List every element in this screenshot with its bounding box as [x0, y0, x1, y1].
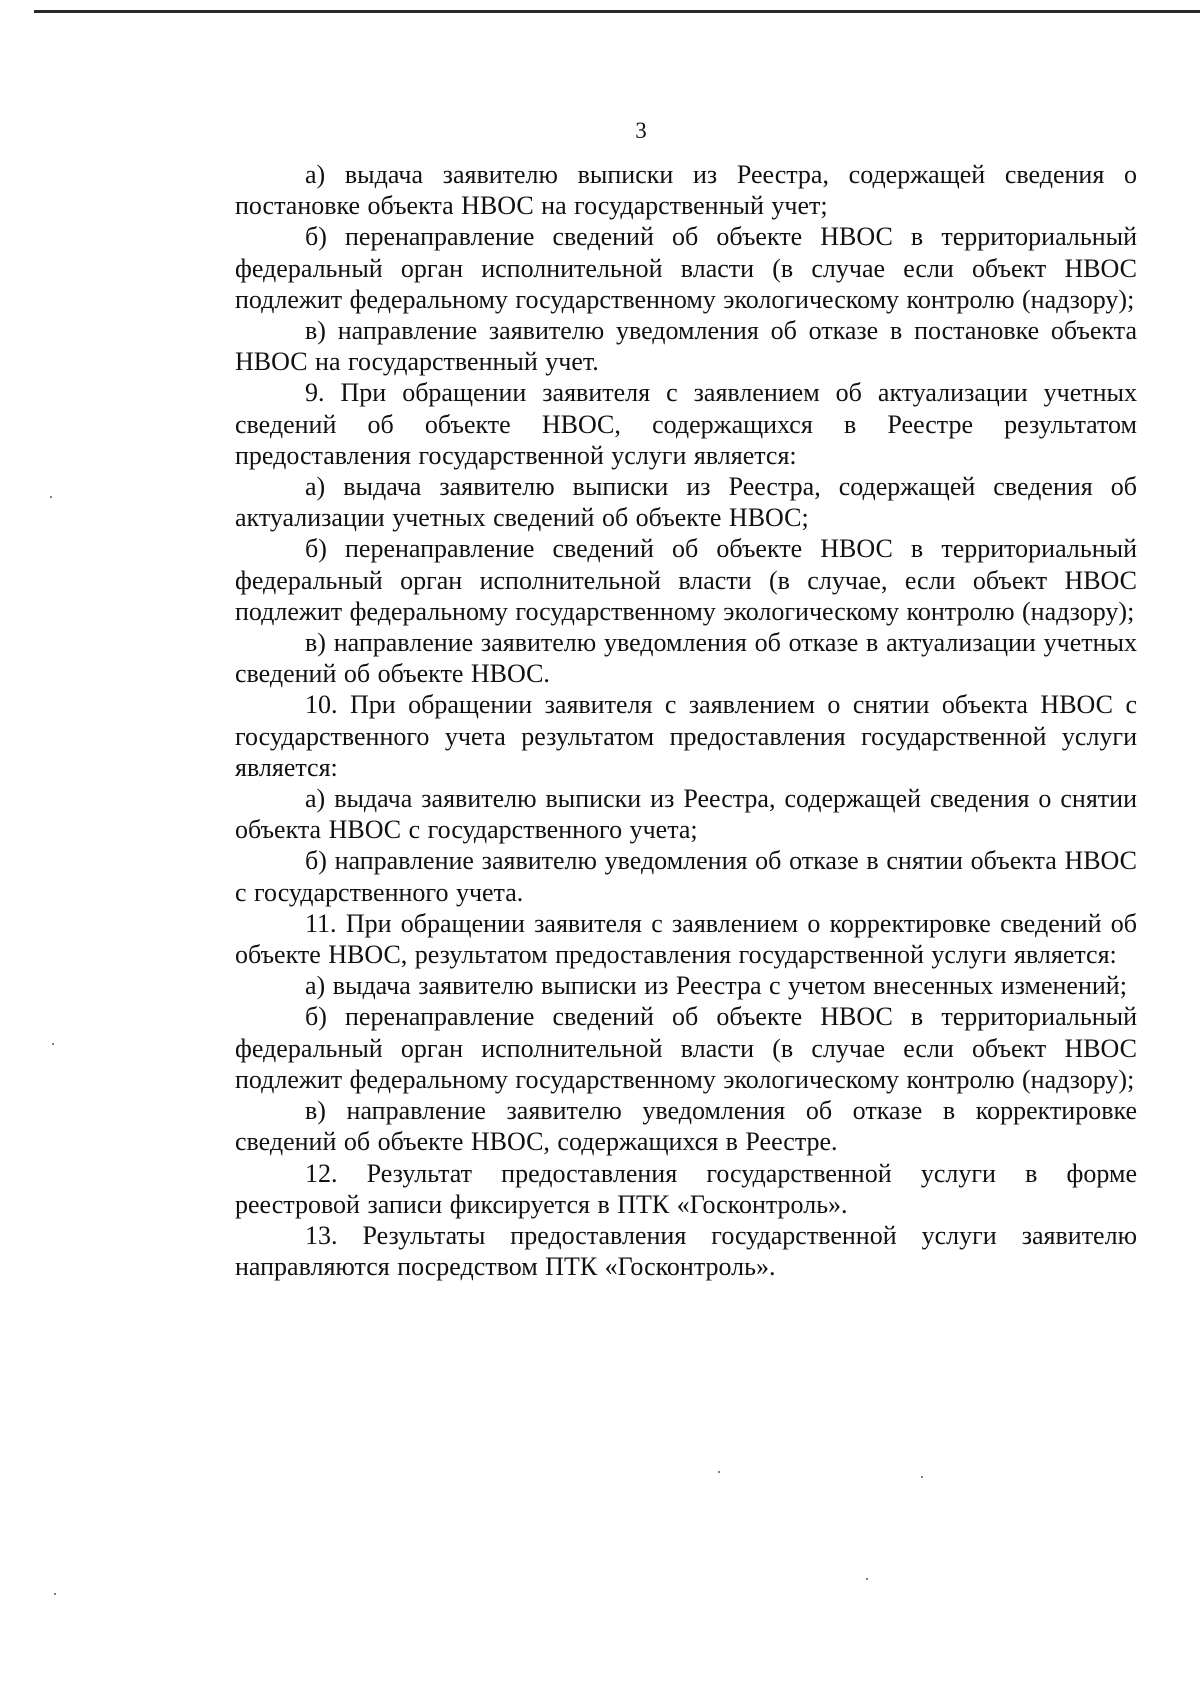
paragraph: а) выдача заявителю выписки из Реестра, содержащей сведения об актуализации учетных сведений об объекте НВОС;	[235, 472, 1137, 533]
paragraph: в) направление заявителю уведомления об отказе в актуализации учетных сведений об объекте НВОС.	[235, 628, 1137, 689]
paragraph: 9. При обращении заявителя с заявлением об актуализации учетных сведений об объекте НВОС, содержащихся в Реестре результатом предоставления государственной услуги является:	[235, 378, 1137, 470]
paragraph: а) выдача заявителю выписки из Реестра, содержащей сведения о постановке объекта НВОС на государственный учет;	[235, 160, 1137, 221]
paragraph: б) перенаправление сведений об объекте НВОС в территориальный федеральный орган исполнительной власти (в случае, если объект НВОС подлежит федеральному государственному экологическому контролю (надзору);	[235, 534, 1137, 626]
paragraph: б) направление заявителю уведомления об отказе в снятии объекта НВОС с государственного учета.	[235, 846, 1137, 907]
paragraph: а) выдача заявителю выписки из Реестра с учетом внесенных изменений;	[305, 971, 1127, 1001]
paragraph: б) перенаправление сведений об объекте НВОС в территориальный федеральный орган исполнительной власти (в случае если объект НВОС подлежит федеральному государственному экологическому контролю (надзору);	[235, 1002, 1137, 1094]
scan-speck	[866, 1578, 868, 1580]
scan-speck	[50, 496, 52, 498]
scan-speck	[718, 1471, 720, 1473]
scan-speck	[921, 1476, 923, 1478]
paragraph: а) выдача заявителю выписки из Реестра, содержащей сведения о снятии объекта НВОС с государственного учета;	[235, 784, 1137, 845]
page-number: 3	[635, 118, 647, 143]
scan-speck	[54, 1593, 56, 1595]
paragraph: в) направление заявителю уведомления об отказе в постановке объекта НВОС на государственный учет.	[235, 316, 1137, 377]
paragraph: в) направление заявителю уведомления об отказе в корректировке сведений об объекте НВОС, содержащихся в Реестре.	[235, 1096, 1137, 1157]
scan-speck	[52, 1043, 54, 1045]
paragraph: 10. При обращении заявителя с заявлением о снятии объекта НВОС с государственного учета результатом предоставления государственной услуги является:	[235, 690, 1137, 782]
paragraph: 11. При обращении заявителя с заявлением о корректировке сведений об объекте НВОС, результатом предоставления государственной услуги является:	[235, 908, 1137, 970]
paragraph: 12. Результат предоставления государственной услуги в форме реестровой записи фиксируется в ПТК «Госконтроль».	[235, 1158, 1137, 1219]
document-body	[235, 159, 1137, 1282]
paragraph: б) перенаправление сведений об объекте НВОС в территориальный федеральный орган исполнительной власти (в случае если объект НВОС подлежит федеральному государственному экологическому контролю (надзору);	[235, 222, 1137, 314]
paragraph: 13. Результаты предоставления государственной услуги заявителю направляются посредством ПТК «Госконтроль».	[235, 1220, 1137, 1282]
top-border-line	[34, 10, 1200, 13]
